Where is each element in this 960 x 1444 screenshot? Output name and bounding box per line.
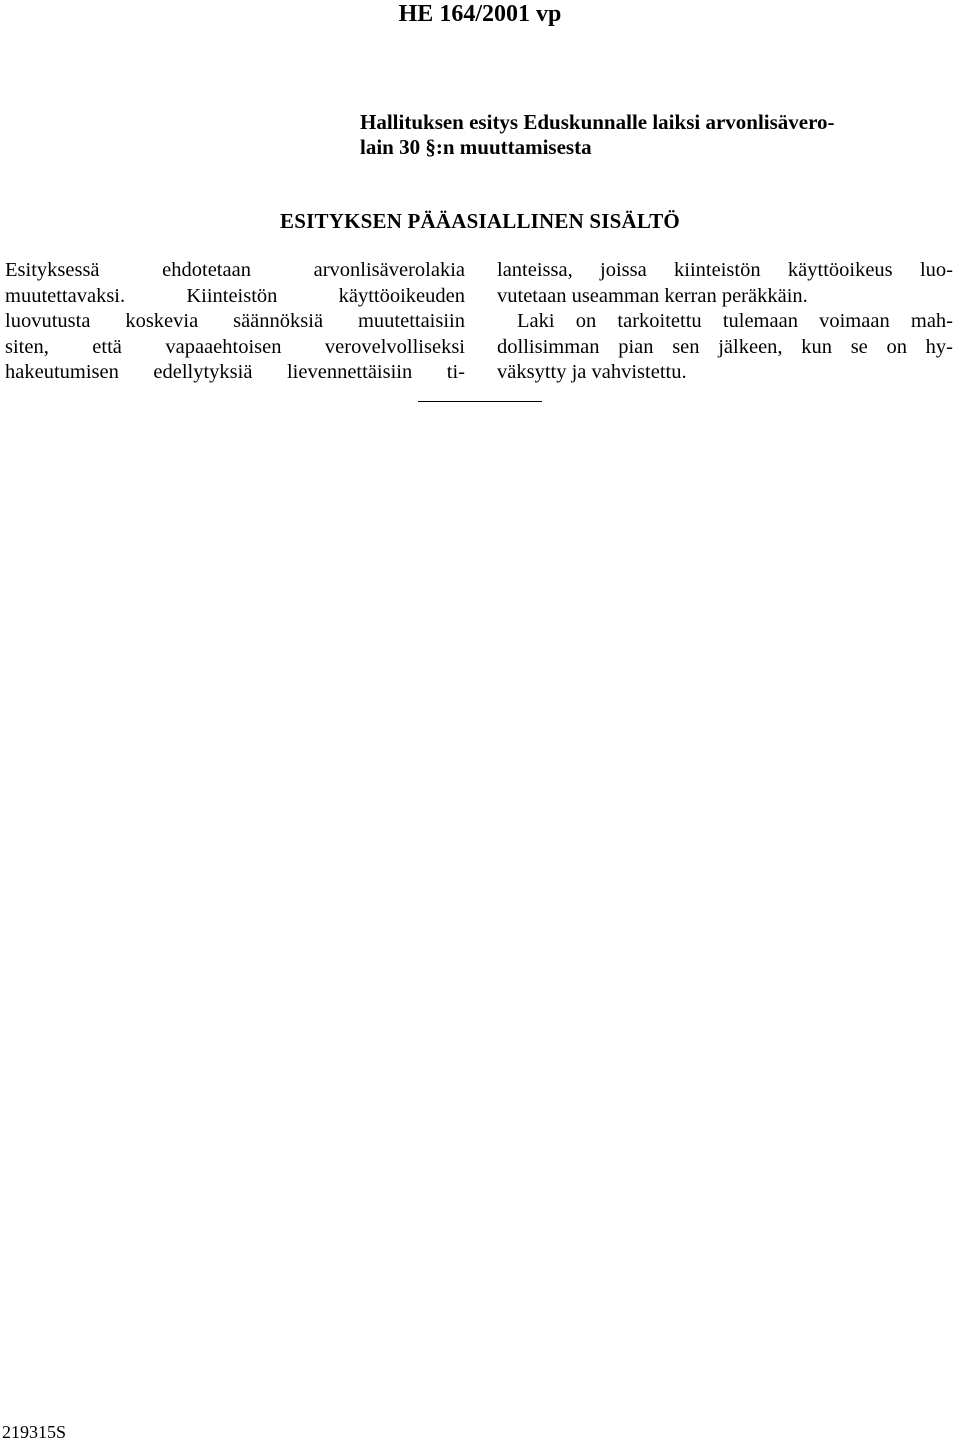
body-column-right xyxy=(497,258,953,386)
section-end-rule xyxy=(418,401,542,402)
body-line: luovutusta koskevia säännöksiä muutettaisiin xyxy=(5,310,465,332)
footer-code: 219315S xyxy=(2,1422,67,1442)
body-line: Esityksessä ehdotetaan arvonlisäverolakia xyxy=(5,259,465,281)
body-line: väksytty ja vahvistettu. xyxy=(497,361,687,383)
body-line: vutetaan useamman kerran peräkkäin. xyxy=(497,284,808,307)
document-id: HE 164/2001 vp xyxy=(398,1,562,27)
body-line: lanteissa, joissa kiinteistön käyttöoikeus luo- xyxy=(497,259,953,281)
section-heading: ESITYKSEN PÄÄASIALLINEN SISÄLTÖ xyxy=(280,209,680,233)
body-column-left xyxy=(5,258,465,386)
body-line: siten, että vapaaehtoisen verovelvolliseksi xyxy=(5,335,465,358)
title-line-2: lain 30 §:n muuttamisesta xyxy=(360,135,592,159)
document-title xyxy=(360,110,950,160)
body-line: muutettavaksi. Kiinteistön käyttöoikeuden xyxy=(5,284,465,307)
body-line: Laki on tarkoitettu tulemaan voimaan mah- xyxy=(517,310,953,332)
body-line: hakeutumisen edellytyksiä lievennettäisiin ti- xyxy=(5,361,465,383)
title-line-1: Hallituksen esitys Eduskunnalle laiksi arvonlisävero- xyxy=(360,110,835,134)
body-line: dollisimman pian sen jälkeen, kun se on hy- xyxy=(497,335,953,358)
